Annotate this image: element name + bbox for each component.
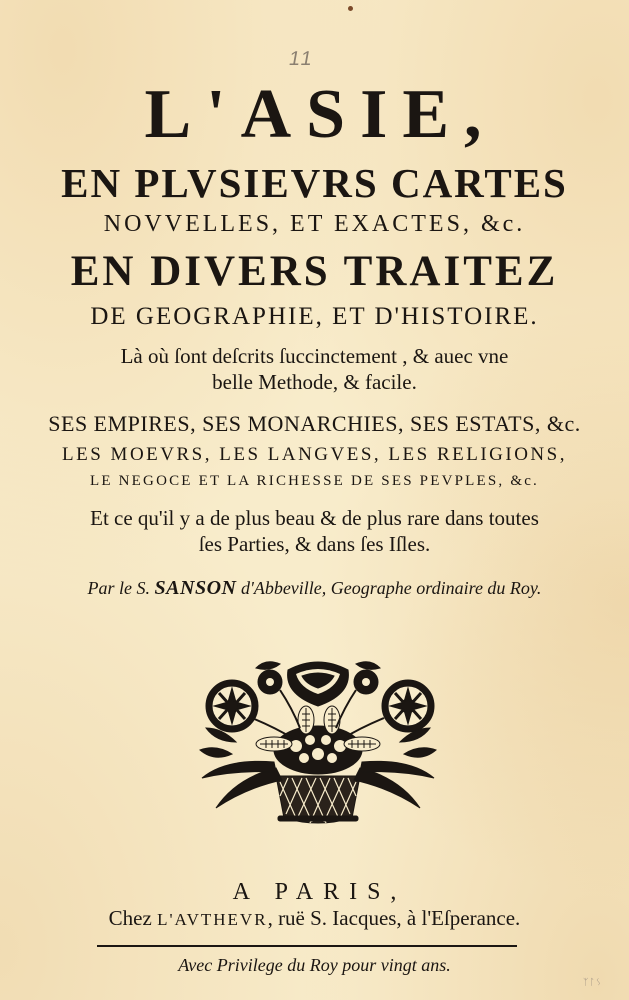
imprint-publisher [0, 908, 629, 929]
ink-spot [348, 6, 353, 11]
imprint-place: A PARIS, [232, 879, 407, 905]
horizontal-rule [97, 945, 517, 947]
author-suffix: d'Abbeville, Geographe ordinaire du Roy. [236, 578, 542, 598]
subtitle-line-3: EN DIVERS TRAITEZ [70, 248, 559, 295]
subtitle-line-2: NOVVELLES, ET EXACTES, &c. [103, 211, 526, 237]
rarities-line-1: Et ce qu'il y a de plus beau & de plus rare dans toutes [90, 506, 539, 530]
description-line-1: Là où ſont deſcrits ſuccinctement , & auec vne [120, 344, 509, 368]
author-line [0, 578, 629, 598]
flower-basket-woodcut-icon [196, 658, 440, 828]
library-stamp: ᛉᛚᛊ [583, 978, 603, 988]
contents-line-3: LE NEGOCE ET LA RICHESSE DE SES PEVPLES, &c. [89, 473, 540, 489]
pencil-page-mark: 11 [287, 48, 316, 70]
rarities-line-2: ſes Parties, & dans ſes Iſles. [198, 532, 431, 556]
publisher-name: L'AVTHEVR [157, 910, 268, 929]
publisher-prefix: Chez [108, 906, 158, 930]
author-prefix: Par le S. [87, 578, 155, 598]
publisher-suffix: , ruë S. Iacques, à l'Eſperance. [267, 906, 521, 930]
contents-line-1: SES EMPIRES, SES MONARCHIES, SES ESTATS, &c. [48, 411, 581, 436]
author-name: SANSON [154, 577, 237, 599]
book-title: L'ASIE, [144, 76, 497, 153]
contents-line-2: LES MOEVRS, LES LANGVES, LES RELIGIONS, [62, 444, 567, 465]
royal-privilege: Avec Privilege du Roy pour vingt ans. [178, 955, 451, 975]
description-line-2: belle Methode, & facile. [212, 370, 417, 394]
subtitle-line-4: DE GEOGRAPHIE, ET D'HISTOIRE. [90, 303, 539, 330]
subtitle-line-1: EN PLVSIEVRS CARTES [61, 160, 568, 206]
